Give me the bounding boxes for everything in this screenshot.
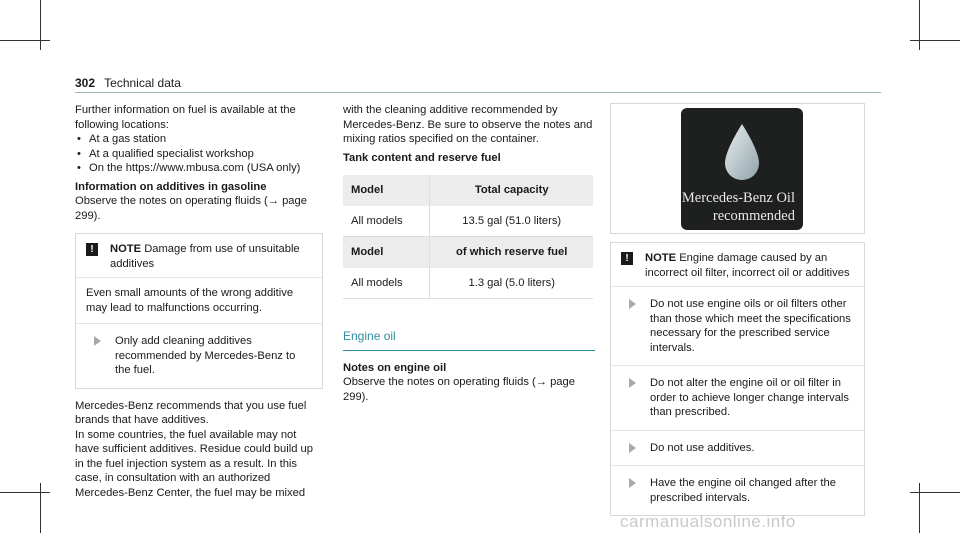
note-title: Engine damage caused by an incorrect oil filter, incorrect oil or additives (645, 252, 850, 279)
table-row (343, 206, 593, 237)
list-item: • At a gas station (75, 132, 323, 147)
note-title-wrap (110, 242, 312, 271)
additives-text[interactable]: Observe the notes on operating fluids (→ page 299). (75, 195, 307, 222)
paragraph: with the cleaning additive recommended by Mercedes-Benz. Be sure to observe the notes and mixing ratios specified on the container. (343, 104, 593, 145)
fuel-info-intro: Further information on fuel is available at the following locations: (75, 104, 296, 131)
watermark: carmanualsonline.info (620, 512, 796, 531)
table-cell: 13.5 gal (51.0 liters) (430, 206, 593, 237)
list-item: • On the https://www.mbusa.com (USA only) (75, 161, 323, 176)
crop-mark (40, 0, 41, 50)
warning-icon: ! (86, 243, 98, 256)
table-cell: All models (343, 206, 430, 237)
note-box (75, 233, 323, 389)
table-row (343, 268, 593, 299)
note-action (611, 287, 864, 366)
tank-heading: Tank content and reserve fuel (343, 151, 501, 164)
header-rule (75, 92, 881, 93)
note-action-text: Do not use engine oils or oil filters other than those which meet the specifications necessary for the prescribed service intervals. (650, 298, 851, 354)
arrow-right-icon (94, 336, 101, 346)
oil-drop-icon (681, 108, 803, 188)
mercedes-oil-logo (681, 108, 803, 230)
note-label: NOTE (110, 243, 142, 255)
arrow-right-icon (629, 478, 636, 488)
oil-logo-frame (610, 103, 865, 234)
oil-note-box (610, 242, 865, 516)
table-header-cell: of which reserve fuel (430, 237, 593, 268)
section-title: Technical data (104, 76, 181, 90)
table-header-row (343, 175, 593, 206)
paragraph: In some countries, the fuel available may not have sufficient additives. Residue could build up in the fuel injection system as a result. In this case, in consultation with an authorized Mercedes-Benz Center, the fuel may be mixed (75, 428, 313, 499)
crop-mark (0, 492, 50, 493)
note-action (611, 431, 864, 467)
table-header-cell: Model (343, 237, 430, 268)
table-header-row (343, 237, 593, 268)
additives-heading: Information on additives in gasoline (75, 180, 267, 193)
column-1 (75, 103, 323, 500)
note-action-text: Do not use additives. (650, 441, 755, 454)
locations-list (75, 132, 323, 176)
table-header-cell: Model (343, 175, 430, 206)
crop-mark (919, 483, 920, 533)
oil-notes-text[interactable]: Observe the notes on operating fluids (→ page 299). (343, 376, 575, 403)
note-title: Damage from use of unsuitable additives (110, 243, 300, 270)
note-header (611, 243, 864, 287)
note-action (76, 324, 322, 388)
oil-notes-heading: Notes on engine oil (343, 361, 447, 374)
logo-line-2: recommended (712, 208, 795, 224)
page-number: 302 (75, 76, 96, 90)
arrow-right-icon (629, 443, 636, 453)
logo-line-1: Mercedes-Benz Oil (681, 190, 795, 206)
note-label: NOTE (645, 252, 677, 264)
page-header (75, 76, 181, 90)
table-cell: 1.3 gal (5.0 liters) (430, 268, 593, 299)
note-action (611, 366, 864, 431)
crop-mark (0, 40, 50, 41)
table-cell: All models (343, 268, 430, 299)
note-action-text: Have the engine oil changed after the prescribed intervals. (650, 477, 836, 504)
list-item: • At a qualified specialist workshop (75, 147, 323, 162)
note-action-text: Only add cleaning additives recommended by Mercedes-Benz to the fuel. (115, 335, 296, 376)
note-body: Even small amounts of the wrong additive may lead to malfunctions occurring. (76, 278, 322, 324)
table-header-cell: Total capacity (430, 175, 593, 206)
note-action-text: Do not alter the engine oil or oil filter in order to achieve longer change intervals than prescribed. (650, 377, 850, 418)
note-action (611, 466, 864, 515)
note-header (76, 234, 322, 278)
arrow-right-icon (629, 299, 636, 309)
warning-icon: ! (621, 252, 633, 265)
column-2 (343, 103, 595, 404)
crop-mark (40, 483, 41, 533)
crop-mark (910, 40, 960, 41)
arrow-right-icon (629, 378, 636, 388)
crop-mark (910, 492, 960, 493)
engine-oil-title: Engine oil (343, 329, 595, 351)
paragraph: Mercedes-Benz recommends that you use fuel brands that have additives. (75, 399, 307, 426)
crop-mark (919, 0, 920, 50)
note-title-wrap (645, 251, 854, 280)
capacity-table (343, 175, 593, 299)
